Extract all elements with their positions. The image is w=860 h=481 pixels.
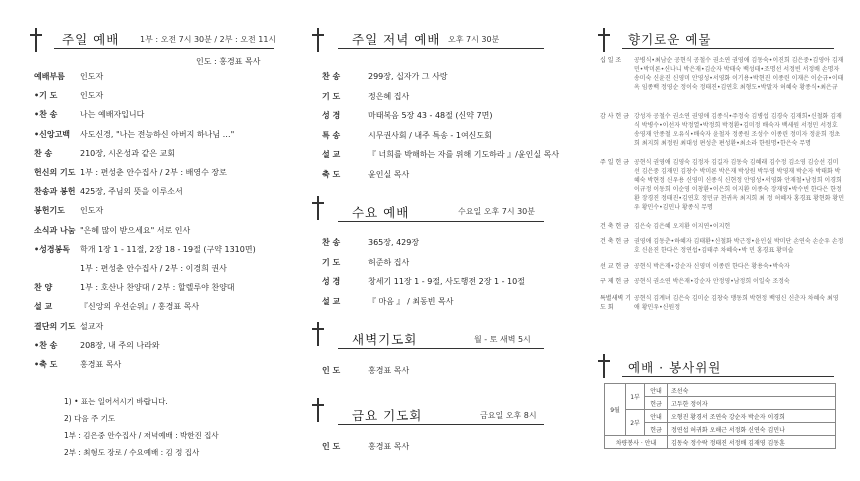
row-text: 홍경표 목사 bbox=[80, 360, 122, 369]
cross-icon bbox=[310, 398, 326, 422]
program-row bbox=[322, 441, 409, 452]
cross-icon bbox=[310, 28, 326, 52]
program-row bbox=[322, 71, 448, 82]
row-label: 인 도 bbox=[322, 366, 341, 375]
row-label: 기 도 bbox=[322, 91, 341, 101]
offering-item bbox=[600, 222, 844, 231]
offering-names: 김은숙 김은혜 오지환 이지연•이지헌 bbox=[634, 223, 731, 230]
program-row bbox=[34, 321, 103, 332]
program-row bbox=[322, 365, 409, 376]
row-text: 『 너희를 박해하는 자를 위해 기도하라 』/윤인실 목사 bbox=[368, 150, 560, 159]
program-row bbox=[34, 244, 256, 255]
offering-category: 건 축 헌 금 bbox=[600, 238, 629, 245]
note-1: 1) • 표는 일어서시기 바랍니다. bbox=[64, 397, 168, 406]
sunday-leader: 인도 : 홍경표 목사 bbox=[196, 57, 261, 66]
row-label: •찬 송 bbox=[34, 110, 58, 120]
offering-item bbox=[600, 294, 844, 312]
offering-item bbox=[600, 237, 844, 255]
offering-category: 선 교 헌 금 bbox=[600, 263, 629, 270]
program-row bbox=[34, 340, 160, 351]
row-label: 찬송과 봉헌 bbox=[34, 187, 76, 197]
row-text: 학개 1장 1 - 11절, 2장 18 - 19절 (구약 1310면) bbox=[80, 244, 256, 254]
row-label: 소식과 나눔 bbox=[34, 225, 76, 235]
row-label: 결단의 기도 bbox=[34, 321, 76, 331]
row-label: 축 도 bbox=[322, 169, 341, 179]
row-text: 425장, 주님의 뜻을 이루소서 bbox=[80, 187, 183, 197]
row-text: 인도자 bbox=[80, 72, 104, 81]
program-row bbox=[322, 110, 492, 121]
sunday-time: 1부 : 오전 7시 30분 / 2부 : 오전 11시 bbox=[140, 35, 277, 44]
row-text: 1부 : 호산나 찬양대 / 2부 : 할렐루야 찬양대 bbox=[80, 283, 235, 293]
program-row bbox=[322, 296, 454, 307]
row-label: 성 경 bbox=[322, 111, 341, 120]
friday-title: 금요 기도회 bbox=[352, 408, 423, 423]
offering-names: 권영애 김동춘•하혜자 김태환•신철화 박근정•윤인실 박미단 손연숙 손순우 손정호 신윤진 한다은 정연섭•김태주 차혜숙•박 민 홍경표 황미슬 bbox=[634, 238, 844, 254]
program-row bbox=[322, 237, 419, 248]
offering-category: 주 일 헌 금 bbox=[600, 159, 629, 166]
evening-time: 오후 7시 30분 bbox=[448, 35, 500, 44]
divider bbox=[622, 48, 834, 49]
offering-names: 공현식 김계녀 김은숙 김미순 김창숙 맹동희 박현정 백영신 신춘자 차혜숙 최영애 황민우•신원정 bbox=[634, 295, 839, 311]
offering-names: 공현식 박은재•강순자 신영미 이종린 한다은 황용숙•박숙자 bbox=[634, 263, 790, 270]
duty-title: 예배 · 봉사위원 bbox=[628, 360, 722, 375]
program-row bbox=[322, 257, 409, 268]
row-text: 인도자 bbox=[80, 91, 104, 101]
cross-icon bbox=[310, 322, 326, 346]
row-text: 설교자 bbox=[80, 321, 104, 331]
divider bbox=[54, 48, 274, 49]
row-label: 예배부름 bbox=[34, 72, 65, 81]
program-row bbox=[34, 109, 144, 120]
offering-names: 강성자 공철수 권소연 권영애 김종식•주정숙 김병섭 김경숙 김재희•신철화 김재식 박병수•이선자 박정열•박정희 박정환•김미정 배숙자 백세원 서정민 서정호 송영재 안종철 오유식•배숙자 윤철자 정종원 조성수 이종린 정미자 정윤희 정초희 최지희 최정원 최대성 편성춘 편성환•최소라 한원명•한은숙 무명 bbox=[634, 113, 842, 147]
row-label: •찬 송 bbox=[34, 340, 58, 350]
duty-role: 헌금 bbox=[645, 397, 668, 410]
divider bbox=[338, 348, 544, 349]
row-label: 설 교 bbox=[322, 150, 341, 159]
row-text: 허준하 집사 bbox=[368, 257, 410, 267]
cross-icon bbox=[596, 354, 612, 378]
divider bbox=[338, 221, 544, 222]
table-row bbox=[605, 436, 836, 449]
divider bbox=[622, 376, 834, 377]
duty-role: 안내 bbox=[645, 410, 668, 423]
row-label: 찬 양 bbox=[34, 283, 53, 293]
program-row bbox=[322, 276, 525, 287]
offering-names: 공현식 권영애 김영숙 김정자 김길자 김동숙 김혜래 김수정 김소영 김승선 김미선 김은중 김재민 김창수 박미론 박은재 박상원 박두영 박영재 박순자 박태화 박혜숙 박현정 신우용 신영미 신종식 신현정 안영성•서영화 안재철•남정희 이경희 이규정 이동희 이순영 이창환•이은희 이지환 이종숙 장재영•박수빈 한다은 한정환 장경진 정태진•김연호 정민규 천귀옥 최지희 최 정 허혜자 홍경표 황현화 황민우 황민수•김민나 황종식 무명 bbox=[634, 159, 844, 211]
row-label: •성경봉독 bbox=[34, 244, 71, 254]
divider bbox=[338, 424, 544, 425]
program-row bbox=[34, 167, 227, 178]
offering-names: 공현식 권소연 박은재•강순자 안정영•남정희 이일숙 조정숙 bbox=[634, 278, 790, 285]
row-text: 1부 : 편성춘 안수집사 / 2부 : 이경희 권사 bbox=[80, 264, 227, 273]
parking-role: 차량봉사 · 안내 bbox=[605, 436, 668, 449]
row-label: 찬 송 bbox=[322, 72, 341, 81]
row-label: 설 교 bbox=[34, 302, 53, 312]
row-text: 나는 예배자입니다 bbox=[80, 110, 145, 120]
program-row bbox=[34, 225, 190, 236]
program-row bbox=[34, 359, 121, 370]
program-row bbox=[34, 186, 183, 197]
cross-icon bbox=[310, 196, 326, 220]
row-text: 365장, 429장 bbox=[368, 238, 420, 247]
duty-role: 헌금 bbox=[645, 423, 668, 436]
row-label: 찬 송 bbox=[34, 148, 53, 158]
offering-item bbox=[600, 158, 844, 212]
duty-part: 1부 bbox=[626, 384, 645, 410]
program-row bbox=[34, 71, 103, 82]
program-row bbox=[34, 282, 235, 293]
offering-item bbox=[600, 277, 844, 286]
duty-names: 오형진 황경서 조연숙 강순자 박순자 이경희 bbox=[668, 410, 836, 423]
program-row bbox=[34, 205, 103, 216]
evening-title: 주일 저녁 예배 bbox=[352, 32, 441, 47]
row-text: 1부 : 편성춘 안수집사 / 2부 : 배영수 장로 bbox=[80, 168, 227, 177]
offering-category: 십 일 조 bbox=[600, 57, 622, 64]
row-label: 기 도 bbox=[322, 257, 341, 267]
row-label: •신앙고백 bbox=[34, 129, 71, 139]
row-text: 정은혜 집사 bbox=[368, 91, 410, 101]
row-text: 사도신경, "나는 전능하신 아버지 하나님 …" bbox=[80, 129, 235, 139]
note-2: 2) 다음 주 기도 bbox=[64, 414, 116, 423]
cross-icon bbox=[28, 28, 44, 52]
row-text: 윤인실 목사 bbox=[368, 169, 410, 179]
offering-item bbox=[600, 112, 844, 148]
duty-names: 고두한 정이자 bbox=[668, 397, 836, 410]
row-label: 헌신의 기도 bbox=[34, 168, 76, 177]
duty-month: 9월 bbox=[605, 384, 626, 436]
program-row bbox=[34, 301, 199, 312]
row-text: "은혜 많이 받으세요" 서로 인사 bbox=[80, 225, 191, 235]
row-label: 찬 송 bbox=[322, 238, 341, 247]
row-text: 인도자 bbox=[80, 206, 104, 216]
offering-item bbox=[600, 262, 844, 271]
row-text: 299장, 십자가 그 사랑 bbox=[368, 72, 448, 81]
row-text: 마태복음 5장 43 - 48절 (신약 7면) bbox=[368, 111, 493, 120]
program-row bbox=[322, 130, 492, 141]
row-text: 홍경표 목사 bbox=[368, 366, 410, 375]
duty-names: 정연섭 허귀화 오해근 서정화 신연숙 김민나 bbox=[668, 423, 836, 436]
row-text: 210장, 시온성과 같은 교회 bbox=[80, 148, 175, 158]
program-row bbox=[34, 90, 103, 101]
duty-role: 안내 bbox=[645, 384, 668, 397]
row-text: 『신앙의 우선순위』/ 홍경표 목사 bbox=[80, 302, 200, 312]
offering-names: 공병식•최남순 공현식 공철수 권소연 권영애 김동숙•이진희 김은중•김영아 김재민•박미론•신나니 박은재•김순자 박태숙 백성태•조명선 서정빈 서정배 손명자 송미숙 신윤진 신영미 안영성•서영화 이기용•박현진 이종린 이재은 이순규•이태옥 임종백 정영순 정이숙 정태진•김연호 최형도•박말자 허혜숙 황종식•최은규 bbox=[634, 57, 844, 91]
offering-category: 건 축 헌 금 bbox=[600, 223, 629, 230]
program-row bbox=[34, 129, 234, 140]
friday-time: 금요일 오후 8시 bbox=[480, 411, 537, 420]
row-label: 성 경 bbox=[322, 277, 341, 286]
row-label: 인 도 bbox=[322, 442, 341, 451]
divider bbox=[338, 48, 544, 49]
row-text: 시무권사회 / 내주 특송 - 1여신도회 bbox=[368, 130, 492, 140]
duty-part: 2부 bbox=[626, 410, 645, 436]
dawn-title: 새벽기도회 bbox=[352, 332, 418, 347]
row-text: 208장, 내 주의 나라와 bbox=[80, 340, 160, 350]
duty-table bbox=[604, 383, 836, 449]
wednesday-title: 수요 예배 bbox=[352, 205, 410, 220]
row-label: •축 도 bbox=[34, 360, 58, 369]
program-row bbox=[322, 169, 409, 180]
program-row bbox=[34, 148, 175, 159]
table-row bbox=[605, 384, 836, 397]
table-row bbox=[605, 410, 836, 423]
row-text: 창세기 11장 1 - 9절, 사도행전 2장 1 - 10절 bbox=[368, 277, 525, 286]
note-3: 1부 : 김은중 안수집사 / 저녁예배 : 박한진 집사 bbox=[64, 431, 219, 440]
fragrance-title: 향기로운 예물 bbox=[628, 32, 712, 47]
row-text: 홍경표 목사 bbox=[368, 442, 410, 451]
row-label: 봉헌기도 bbox=[34, 206, 65, 216]
offering-category: 구 제 헌 금 bbox=[600, 278, 629, 285]
row-label: 설 교 bbox=[322, 296, 341, 306]
cross-icon bbox=[596, 28, 612, 52]
sunday-title: 주일 예배 bbox=[62, 32, 120, 47]
row-label: •기 도 bbox=[34, 91, 58, 101]
duty-names: 조선숙 bbox=[668, 384, 836, 397]
dawn-time: 월 - 토 새벽 5시 bbox=[474, 335, 531, 344]
note-4: 2부 : 최형도 장로 / 수요예배 : 김 정 집사 bbox=[64, 448, 200, 457]
row-label: 특 송 bbox=[322, 130, 341, 140]
program-row bbox=[322, 149, 559, 160]
program-row bbox=[322, 91, 409, 102]
program-row bbox=[34, 263, 227, 274]
offering-category: 특별새벽 기 도 회 bbox=[600, 295, 631, 311]
offering-category: 감 사 헌 금 bbox=[600, 113, 629, 120]
parking-names: 김동숙 정수락 정태진 서정배 김재영 김동훈 bbox=[668, 436, 836, 449]
row-text: 『 마음 』 / 최동빈 목사 bbox=[368, 296, 454, 306]
wednesday-time: 수요일 오후 7시 30분 bbox=[458, 207, 535, 216]
offering-item bbox=[600, 56, 844, 92]
